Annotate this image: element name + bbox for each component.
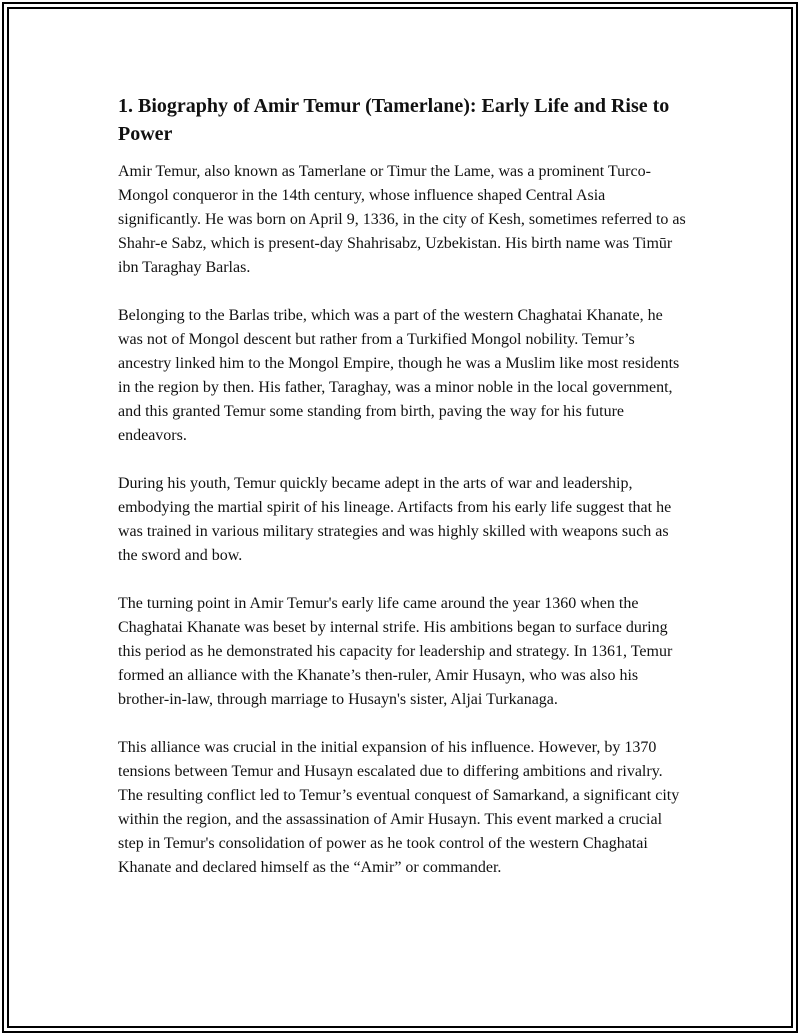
paragraph-conquest: This alliance was crucial in the initial expansion of his influence. However, by 1370 tensions between Temur and Husayn escalated due to differing ambitions and rivalry. The resulting conflict led to Temur’s eventual conquest of Samarkand, a significant city within the region, and the assassination of Amir Husayn. This event marked a crucial step in Temur's consolidation of power as he took control of the western Chaghatai Khanate and declared himself as the “Amir” or commander. [118, 739, 680, 876]
paragraph-birth: Amir Temur, also known as Tamerlane or Timur the Lame, was a prominent Turco-Mongol conqueror in the 14th century, whose influence shaped Central Asia significantly. He was born on April 9, 1336, in the city of Kesh, sometimes referred to as Shahr-e Sabz, which is present-day Shahrisabz, Uzbekistan. His birth name was Timūr ibn Taraghay Barlas. [118, 163, 686, 276]
paragraph-youth: During his youth, Temur quickly became adept in the arts of war and leadership, embodying the martial spirit of his lineage. Artifacts from his early life suggest that he was trained in various military strategies and was highly skilled with weapons such as the sword and bow. [118, 475, 672, 564]
document-body [118, 92, 690, 880]
paragraph-alliance: The turning point in Amir Temur's early life came around the year 1360 when the Chaghatai Khanate was beset by internal strife. His ambitions began to surface during this period as he demonstrated his capacity for leadership and strategy. In 1361, Temur formed an alliance with the Khanate’s then-ruler, Amir Husayn, who was also his brother-in-law, through marriage to Husayn's sister, Aljai Turkanaga. [118, 595, 673, 708]
paragraph-ancestry: Belonging to the Barlas tribe, which was a part of the western Chaghatai Khanate, he was not of Mongol descent but rather from a Turkified Mongol nobility. Temur’s ancestry linked him to the Mongol Empire, though he was a Muslim like most residents in the region by then. His father, Taraghay, was a minor noble in the local government, and this granted Temur some standing from birth, paving the way for his future endeavors. [118, 307, 680, 444]
section-heading: 1. Biography of Amir Temur (Tamerlane): Early Life and Rise to Power [118, 95, 670, 145]
